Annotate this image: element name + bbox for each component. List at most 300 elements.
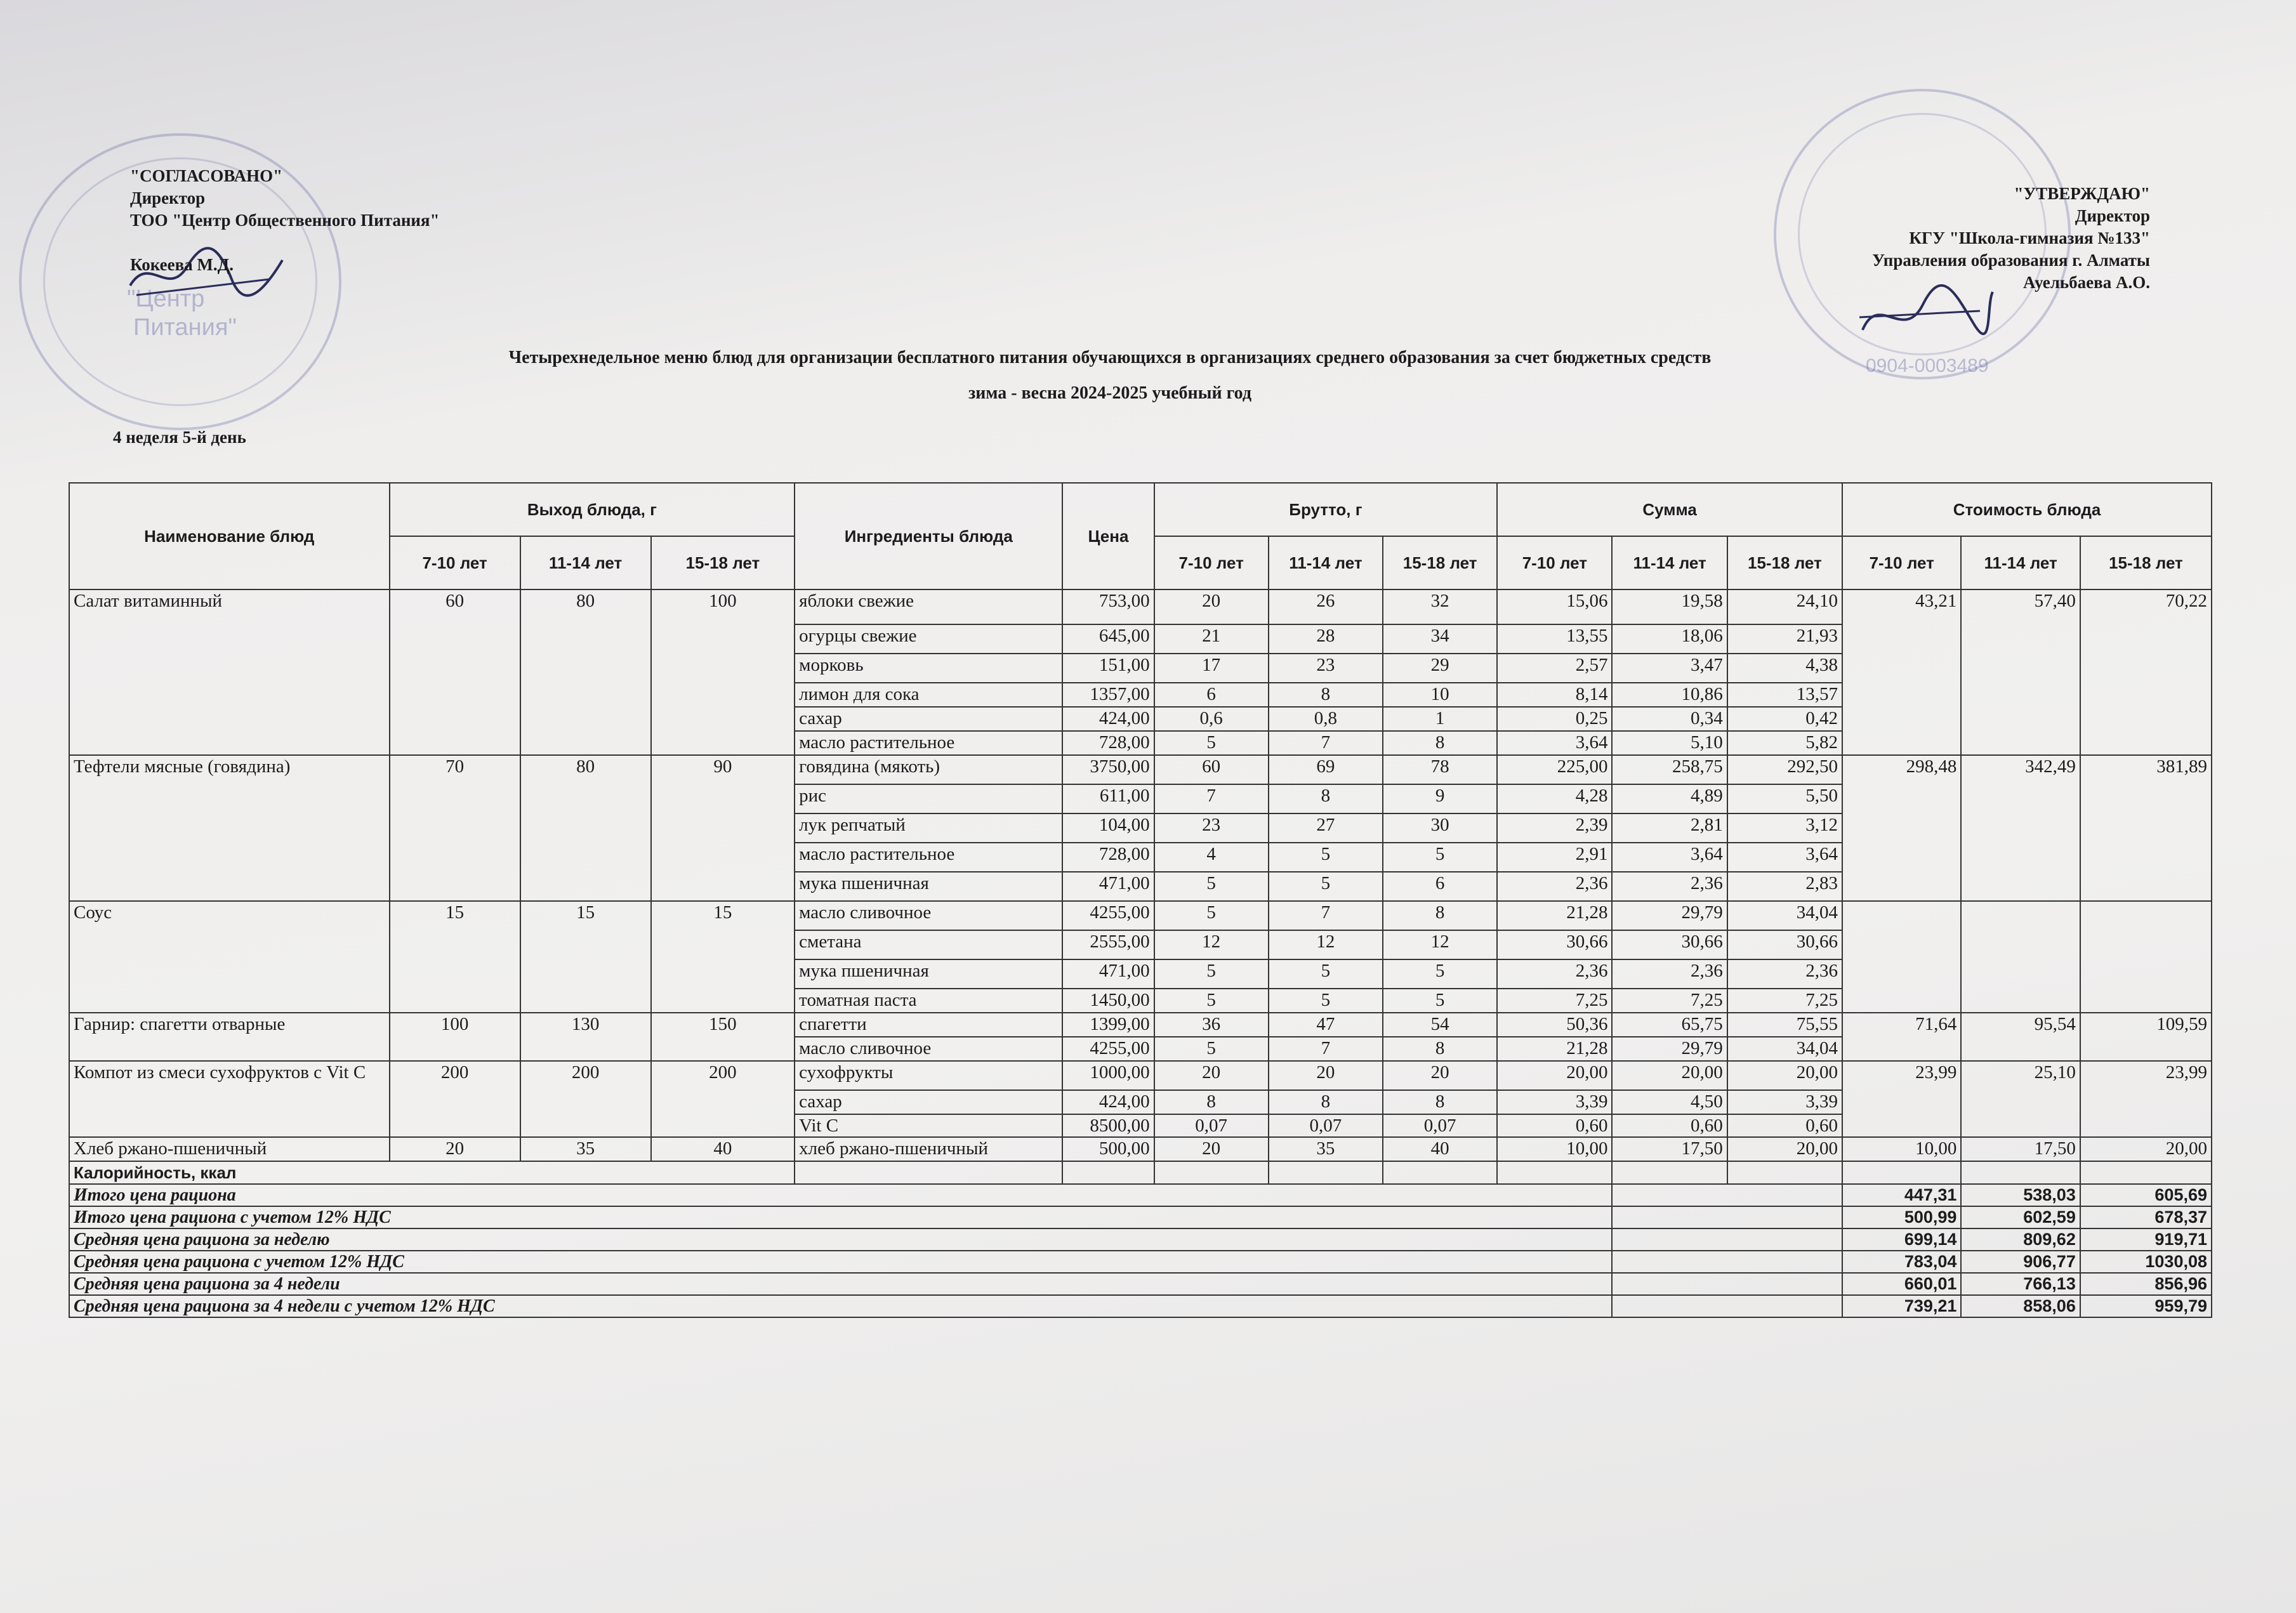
summary-value: 858,06 [1961,1295,2080,1317]
ingredient-gross: 69 [1269,755,1383,784]
ingredient-price: 4255,00 [1062,1037,1154,1061]
calories-cell [1727,1161,1842,1184]
ingredient-sum: 17,50 [1612,1137,1727,1161]
ingredient-gross: 20 [1269,1061,1383,1090]
ingredient-sum: 3,39 [1727,1090,1842,1114]
ingredient-sum: 30,66 [1497,930,1612,959]
calories-label: Калорийность, ккал [69,1161,795,1184]
header-ingredients: Ингредиенты блюда [795,483,1062,589]
ingredient-price: 645,00 [1062,624,1154,654]
summary-label: Средняя цена рациона за неделю [69,1228,1612,1251]
ingredient-sum: 8,14 [1497,683,1612,707]
ingredient-gross: 5 [1269,989,1383,1013]
summary-blank [1612,1295,1842,1317]
stamp-right-text: 0904-0003489 [1866,355,1989,376]
ingredient-gross: 4 [1154,843,1269,872]
dish-cost: 57,40 [1961,589,2080,755]
ingredient-name: масло растительное [795,731,1062,755]
ingredient-gross: 7 [1269,901,1383,930]
ingredient-price: 104,00 [1062,813,1154,843]
ingredient-price: 1399,00 [1062,1013,1154,1037]
ingredient-name: сахар [795,1090,1062,1114]
ingredient-sum: 15,06 [1497,589,1612,624]
ingredient-gross: 40 [1383,1137,1497,1161]
ingredient-price: 471,00 [1062,872,1154,901]
ingredient-sum: 18,06 [1612,624,1727,654]
week-day-label: 4 неделя 5-й день [113,428,246,447]
summary-row [69,1184,2212,1206]
ingredient-sum: 4,50 [1612,1090,1727,1114]
approval-right-org: КГУ "Школа-гимназия №133" [1909,228,2150,247]
dish-cost: 342,49 [1961,755,2080,901]
ingredient-gross: 20 [1154,1061,1269,1090]
dish-output: 70 [390,755,520,901]
calories-cell [1062,1161,1154,1184]
dish-output: 150 [651,1013,795,1061]
summary-value: 919,71 [2080,1228,2212,1251]
approval-block-left [130,165,440,276]
summary-value: 1030,08 [2080,1251,2212,1273]
ingredient-name: огурцы свежие [795,624,1062,654]
ingredient-sum: 21,93 [1727,624,1842,654]
ingredient-gross: 6 [1154,683,1269,707]
ingredient-row [69,1137,2212,1161]
ingredient-sum: 3,64 [1727,843,1842,872]
ingredient-gross: 0,6 [1154,707,1269,731]
summary-blank [1612,1206,1842,1228]
ingredient-gross: 23 [1269,654,1383,683]
dish-output: 15 [651,901,795,1013]
ingredient-sum: 7,25 [1612,989,1727,1013]
summary-row [69,1206,2212,1228]
summary-blank [1612,1273,1842,1295]
ingredient-sum: 3,47 [1612,654,1727,683]
ingredient-gross: 5 [1383,959,1497,989]
ingredient-gross: 20 [1383,1061,1497,1090]
dish-output: 15 [390,901,520,1013]
dish-cost: 95,54 [1961,1013,2080,1061]
header-cost-11-14: 11-14 лет [1961,536,2080,589]
ingredient-sum: 3,64 [1612,843,1727,872]
summary-label: Итого цена рациона с учетом 12% НДС [69,1206,1612,1228]
ingredient-gross: 5 [1269,843,1383,872]
dish-cost: 71,64 [1842,1013,1961,1061]
ingredient-gross: 32 [1383,589,1497,624]
dish-cost: 20,00 [2080,1137,2212,1161]
calories-cell [1961,1161,2080,1184]
ingredient-gross: 6 [1383,872,1497,901]
ingredient-name: сметана [795,930,1062,959]
ingredient-sum: 75,55 [1727,1013,1842,1037]
ingredient-price: 2555,00 [1062,930,1154,959]
ingredient-sum: 292,50 [1727,755,1842,784]
ingredient-sum: 225,00 [1497,755,1612,784]
approval-right-position: Директор [2075,206,2150,225]
summary-value: 538,03 [1961,1184,2080,1206]
menu-table [69,482,2212,1318]
summary-value: 500,99 [1842,1206,1961,1228]
dish-cost: 109,59 [2080,1013,2212,1061]
summary-value: 809,62 [1961,1228,2080,1251]
ingredient-gross: 8 [1383,731,1497,755]
ingredient-gross: 5 [1154,731,1269,755]
ingredient-sum: 29,79 [1612,901,1727,930]
ingredient-gross: 26 [1269,589,1383,624]
ingredient-sum: 7,25 [1497,989,1612,1013]
summary-blank [1612,1228,1842,1251]
ingredient-gross: 30 [1383,813,1497,843]
ingredient-gross: 60 [1154,755,1269,784]
ingredient-name: масло сливочное [795,1037,1062,1061]
ingredient-sum: 3,39 [1497,1090,1612,1114]
ingredient-sum: 2,57 [1497,654,1612,683]
dish-name: Компот из смеси сухофруктов с Vit C [69,1061,390,1137]
approval-left-name: Кокеева М.Д. [130,255,234,274]
dish-name: Соус [69,901,390,1013]
ingredient-price: 1450,00 [1062,989,1154,1013]
dish-output: 100 [651,589,795,755]
ingredient-price: 471,00 [1062,959,1154,989]
ingredient-gross: 7 [1269,731,1383,755]
dish-name: Тефтели мясные (говядина) [69,755,390,901]
ingredient-name: яблоки свежие [795,589,1062,624]
summary-value: 678,37 [2080,1206,2212,1228]
ingredient-sum: 2,36 [1497,872,1612,901]
ingredient-gross: 5 [1154,872,1269,901]
menu-table-body [69,483,2212,1317]
document-subtitle: зима - весна 2024-2025 учебный год [968,383,1252,403]
approval-block-right [1872,183,2150,294]
summary-blank [1612,1251,1842,1273]
ingredient-gross: 7 [1269,1037,1383,1061]
ingredient-gross: 8 [1269,784,1383,813]
ingredient-gross: 5 [1269,872,1383,901]
ingredient-row [69,755,2212,784]
ingredient-price: 424,00 [1062,707,1154,731]
approval-right-name: Ауельбаева А.О. [2022,273,2150,292]
dish-output: 80 [520,589,651,755]
ingredient-gross: 8 [1269,1090,1383,1114]
summary-value: 739,21 [1842,1295,1961,1317]
header-sum-7-10: 7-10 лет [1497,536,1612,589]
calories-cell [1612,1161,1727,1184]
ingredient-sum: 3,64 [1497,731,1612,755]
ingredient-sum: 13,55 [1497,624,1612,654]
header-sum: Сумма [1497,483,1842,536]
header-gross: Брутто, г [1154,483,1498,536]
ingredient-sum: 7,25 [1727,989,1842,1013]
ingredient-sum: 29,79 [1612,1037,1727,1061]
dish-name: Гарнир: спагетти отварные [69,1013,390,1061]
ingredient-sum: 20,00 [1497,1061,1612,1090]
header-cost: Стоимость блюда [1842,483,2212,536]
ingredient-sum: 65,75 [1612,1013,1727,1037]
header-output-15-18: 15-18 лет [651,536,795,589]
ingredient-sum: 3,12 [1727,813,1842,843]
ingredient-sum: 0,34 [1612,707,1727,731]
ingredient-gross: 5 [1154,901,1269,930]
dish-cost: 43,21 [1842,589,1961,755]
dish-output: 60 [390,589,520,755]
summary-value: 660,01 [1842,1273,1961,1295]
approval-left-position: Директор [130,188,206,207]
ingredient-sum: 50,36 [1497,1013,1612,1037]
ingredient-gross: 5 [1269,959,1383,989]
header-output: Выход блюда, г [390,483,795,536]
ingredient-gross: 5 [1383,843,1497,872]
header-price: Цена [1062,483,1154,589]
ingredient-gross: 54 [1383,1013,1497,1037]
dish-output: 200 [651,1061,795,1137]
dish-cost: 10,00 [1842,1137,1961,1161]
ingredient-sum: 5,82 [1727,731,1842,755]
ingredient-gross: 8 [1383,1037,1497,1061]
ingredient-sum: 4,28 [1497,784,1612,813]
ingredient-sum: 13,57 [1727,683,1842,707]
dish-output: 80 [520,755,651,901]
approval-right-title: "УТВЕРЖДАЮ" [2014,184,2150,203]
dish-cost: 23,99 [2080,1061,2212,1137]
summary-value: 906,77 [1961,1251,2080,1273]
ingredient-price: 611,00 [1062,784,1154,813]
ingredient-gross: 34 [1383,624,1497,654]
ingredient-name: масло растительное [795,843,1062,872]
header-sum-15-18: 15-18 лет [1727,536,1842,589]
ingredient-row [69,1061,2212,1090]
ingredient-sum: 20,00 [1727,1137,1842,1161]
ingredient-sum: 34,04 [1727,1037,1842,1061]
ingredient-name: спагетти [795,1013,1062,1037]
ingredient-gross: 12 [1383,930,1497,959]
ingredient-sum: 19,58 [1612,589,1727,624]
calories-cell [1842,1161,1961,1184]
ingredient-price: 3750,00 [1062,755,1154,784]
ingredient-sum: 21,28 [1497,1037,1612,1061]
ingredient-gross: 8 [1154,1090,1269,1114]
calories-cell [1154,1161,1269,1184]
ingredient-sum: 2,36 [1497,959,1612,989]
ingredient-row [69,589,2212,624]
ingredient-gross: 5 [1383,989,1497,1013]
ingredient-gross: 35 [1269,1137,1383,1161]
approval-left-org: ТОО "Центр Общественного Питания" [130,211,440,230]
ingredient-gross: 36 [1154,1013,1269,1037]
dish-output: 100 [390,1013,520,1061]
ingredient-gross: 0,07 [1154,1114,1269,1137]
header-cost-15-18: 15-18 лет [2080,536,2212,589]
summary-value: 605,69 [2080,1184,2212,1206]
calories-cell [795,1161,1062,1184]
ingredient-gross: 23 [1154,813,1269,843]
header-cost-7-10: 7-10 лет [1842,536,1961,589]
header-output-7-10: 7-10 лет [390,536,520,589]
stamp-left-text-1: "Центр [127,286,205,312]
calories-cell [2080,1161,2212,1184]
dish-cost: 25,10 [1961,1061,2080,1137]
ingredient-sum: 0,25 [1497,707,1612,731]
ingredient-gross: 5 [1154,1037,1269,1061]
dish-cost [1961,901,2080,1013]
ingredient-gross: 8 [1383,901,1497,930]
ingredient-sum: 20,00 [1612,1061,1727,1090]
summary-value: 766,13 [1961,1273,2080,1295]
ingredient-sum: 20,00 [1727,1061,1842,1090]
summary-row [69,1251,2212,1273]
dish-cost: 17,50 [1961,1137,2080,1161]
summary-label: Средняя цена рациона за 4 недели с учетом 12% НДС [69,1295,1612,1317]
ingredient-sum: 2,39 [1497,813,1612,843]
ingredient-sum: 30,66 [1727,930,1842,959]
ingredient-name: мука пшеничная [795,872,1062,901]
ingredient-gross: 8 [1269,683,1383,707]
ingredient-name: сахар [795,707,1062,731]
ingredient-price: 8500,00 [1062,1114,1154,1137]
ingredient-price: 728,00 [1062,731,1154,755]
dish-output: 40 [651,1137,795,1161]
ingredient-gross: 28 [1269,624,1383,654]
summary-row [69,1273,2212,1295]
ingredient-name: масло сливочное [795,901,1062,930]
summary-label: Итого цена рациона [69,1184,1612,1206]
ingredient-gross: 8 [1383,1090,1497,1114]
header-gross-15-18: 15-18 лет [1383,536,1497,589]
ingredient-gross: 20 [1154,589,1269,624]
ingredient-price: 1357,00 [1062,683,1154,707]
ingredient-name: рис [795,784,1062,813]
summary-row [69,1228,2212,1251]
ingredient-name: хлеб ржано-пшеничный [795,1137,1062,1161]
dish-cost [2080,901,2212,1013]
ingredient-sum: 24,10 [1727,589,1842,624]
ingredient-name: мука пшеничная [795,959,1062,989]
ingredient-gross: 21 [1154,624,1269,654]
summary-value: 447,31 [1842,1184,1961,1206]
ingredient-gross: 1 [1383,707,1497,731]
ingredient-sum: 2,36 [1727,959,1842,989]
calories-cell [1497,1161,1612,1184]
summary-row [69,1295,2212,1317]
ingredient-name: томатная паста [795,989,1062,1013]
ingredient-gross: 29 [1383,654,1497,683]
stamp-left-text-2: Питания" [133,314,237,341]
approval-right-dept: Управления образования г. Алматы [1872,251,2150,270]
calories-cell [1269,1161,1383,1184]
dish-cost: 298,48 [1842,755,1961,901]
ingredient-sum: 21,28 [1497,901,1612,930]
ingredient-sum: 258,75 [1612,755,1727,784]
ingredient-gross: 12 [1154,930,1269,959]
ingredient-sum: 2,36 [1612,959,1727,989]
dish-output: 200 [390,1061,520,1137]
ingredient-sum: 10,00 [1497,1137,1612,1161]
summary-value: 602,59 [1961,1206,2080,1228]
ingredient-sum: 5,50 [1727,784,1842,813]
header-output-11-14: 11-14 лет [520,536,651,589]
dish-name: Хлеб ржано-пшеничный [69,1137,390,1161]
ingredient-sum: 0,60 [1727,1114,1842,1137]
ingredient-gross: 9 [1383,784,1497,813]
ingredient-sum: 10,86 [1612,683,1727,707]
ingredient-sum: 4,38 [1727,654,1842,683]
dish-output: 35 [520,1137,651,1161]
ingredient-row [69,901,2212,930]
ingredient-gross: 27 [1269,813,1383,843]
summary-value: 783,04 [1842,1251,1961,1273]
ingredient-name: Vit C [795,1114,1062,1137]
header-dish-name: Наименование блюд [69,483,390,589]
ingredient-price: 424,00 [1062,1090,1154,1114]
ingredient-price: 4255,00 [1062,901,1154,930]
ingredient-sum: 0,60 [1612,1114,1727,1137]
ingredient-sum: 0,60 [1497,1114,1612,1137]
ingredient-price: 753,00 [1062,589,1154,624]
ingredient-sum: 2,83 [1727,872,1842,901]
dish-cost: 381,89 [2080,755,2212,901]
ingredient-gross: 0,07 [1383,1114,1497,1137]
ingredient-price: 728,00 [1062,843,1154,872]
ingredient-row [69,1013,2212,1037]
ingredient-sum: 2,36 [1612,872,1727,901]
ingredient-gross: 17 [1154,654,1269,683]
document-title: Четырехнедельное меню блюд для организации бесплатного питания обучающихся в организациях среднего образования за счет бюджетных средств [508,348,1712,367]
ingredient-sum: 2,81 [1612,813,1727,843]
header-sum-11-14: 11-14 лет [1612,536,1727,589]
ingredient-gross: 47 [1269,1013,1383,1037]
ingredient-gross: 0,8 [1269,707,1383,731]
calories-row [69,1161,2212,1184]
summary-value: 699,14 [1842,1228,1961,1251]
dish-output: 15 [520,901,651,1013]
calories-cell [1383,1161,1497,1184]
ingredient-sum: 34,04 [1727,901,1842,930]
ingredient-name: говядина (мякоть) [795,755,1062,784]
ingredient-name: лук репчатый [795,813,1062,843]
dish-output: 90 [651,755,795,901]
dish-output: 20 [390,1137,520,1161]
dish-cost: 23,99 [1842,1061,1961,1137]
summary-label: Средняя цена рациона за 4 недели [69,1273,1612,1295]
ingredient-sum: 4,89 [1612,784,1727,813]
ingredient-gross: 10 [1383,683,1497,707]
ingredient-gross: 12 [1269,930,1383,959]
dish-cost: 70,22 [2080,589,2212,755]
approval-left-title: "СОГЛАСОВАНО" [130,166,283,185]
ingredient-sum: 5,10 [1612,731,1727,755]
ingredient-gross: 5 [1154,959,1269,989]
ingredient-name: сухофрукты [795,1061,1062,1090]
ingredient-gross: 7 [1154,784,1269,813]
header-gross-7-10: 7-10 лет [1154,536,1269,589]
dish-output: 130 [520,1013,651,1061]
ingredient-sum: 30,66 [1612,930,1727,959]
ingredient-gross: 0,07 [1269,1114,1383,1137]
ingredient-price: 151,00 [1062,654,1154,683]
ingredient-gross: 5 [1154,989,1269,1013]
ingredient-sum: 0,42 [1727,707,1842,731]
ingredient-price: 1000,00 [1062,1061,1154,1090]
ingredient-gross: 20 [1154,1137,1269,1161]
summary-label: Средняя цена рациона с учетом 12% НДС [69,1251,1612,1273]
dish-cost [1842,901,1961,1013]
ingredient-gross: 78 [1383,755,1497,784]
dish-name: Салат витаминный [69,589,390,755]
header-gross-11-14: 11-14 лет [1269,536,1383,589]
ingredient-price: 500,00 [1062,1137,1154,1161]
summary-value: 856,96 [2080,1273,2212,1295]
dish-output: 200 [520,1061,651,1137]
ingredient-name: лимон для сока [795,683,1062,707]
summary-value: 959,79 [2080,1295,2212,1317]
